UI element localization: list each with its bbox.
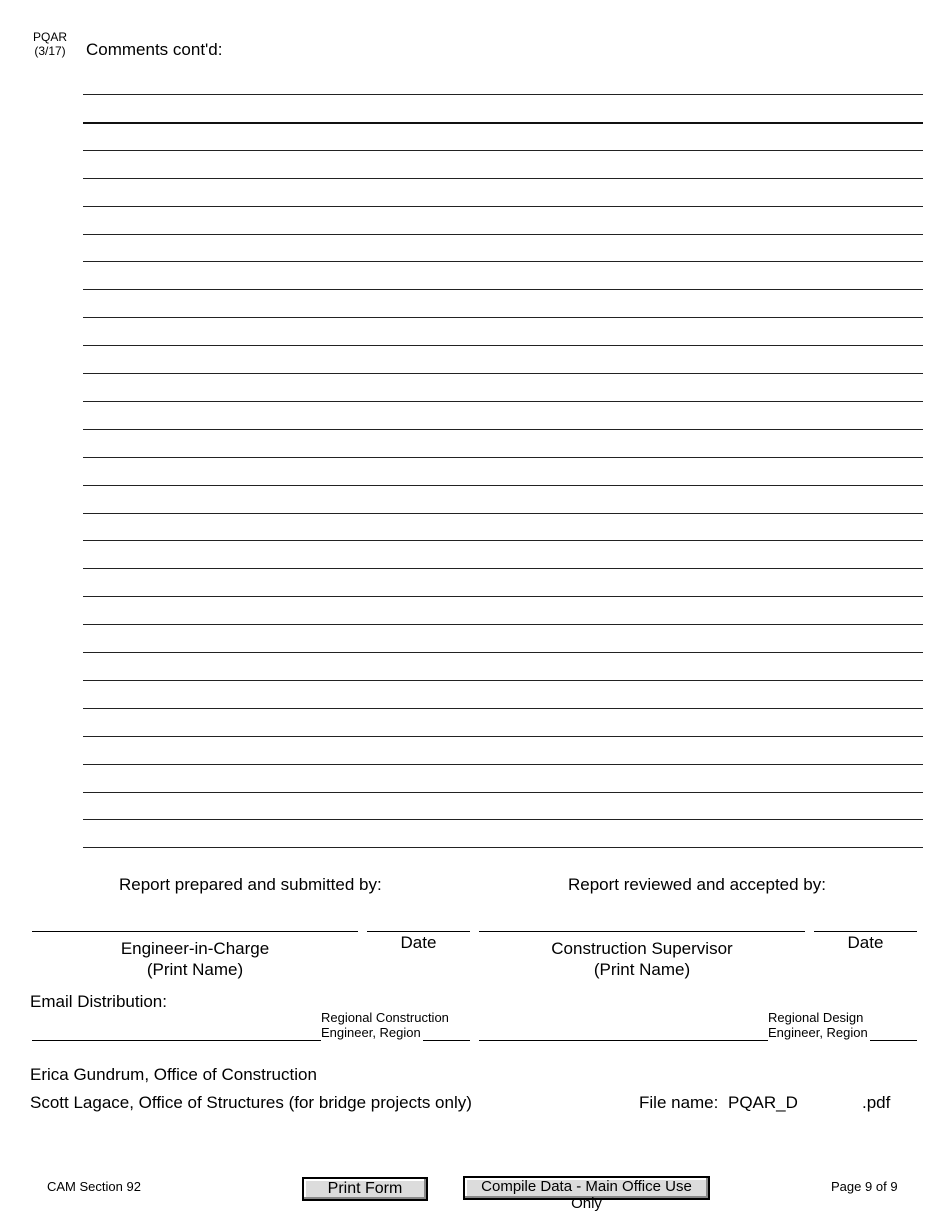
comment-line[interactable] [83,373,923,374]
file-name-suffix: .pdf [862,1093,891,1112]
compile-data-button[interactable]: Compile Data - Main Office Use Only [463,1176,710,1200]
page-number: 9 [865,1179,873,1194]
construction-region-line[interactable] [423,1040,470,1041]
comment-line[interactable] [83,624,923,625]
comment-line[interactable] [83,122,923,124]
cam-section: CAM Section 92 [47,1179,141,1194]
engineer-label [32,938,358,980]
recipient-structures: Scott Lagace, Office of Structures (for bridge projects only) [30,1093,472,1112]
regional-construction-label [321,1010,449,1040]
comment-line[interactable] [83,94,923,95]
engineer-date-label: Date [400,933,437,952]
comment-line[interactable] [83,708,923,709]
design-region-line[interactable] [870,1040,917,1041]
regional-design-line2: Engineer, Region [768,1025,868,1040]
form-revision: (3/17) [34,44,66,58]
regional-construction-line1: Regional Construction [321,1010,449,1025]
file-name-label: File name: [639,1093,719,1112]
engineer-role: Engineer-in-Charge [120,939,270,958]
reviewed-heading: Report reviewed and accepted by: [568,875,826,894]
comment-line[interactable] [83,596,923,597]
page-label: Page [831,1179,862,1194]
comment-line[interactable] [83,401,923,402]
file-name-prefix: PQAR_D [728,1093,798,1112]
comment-line[interactable] [83,234,923,235]
comment-line[interactable] [83,457,923,458]
regional-design-line1: Regional Design [768,1010,864,1025]
comment-line[interactable] [83,792,923,793]
comment-line[interactable] [83,289,923,290]
comment-line[interactable] [83,317,923,318]
email-recipient-line-left[interactable] [32,1040,321,1041]
supervisor-name-line[interactable] [479,931,805,932]
form-id [33,30,67,58]
supervisor-role-sub: (Print Name) [593,960,691,979]
comment-line[interactable] [83,178,923,179]
comments-area[interactable] [83,0,923,1230]
page-total: 9 [890,1179,898,1194]
comment-line[interactable] [83,680,923,681]
email-recipient-line-right[interactable] [479,1040,768,1041]
comment-line[interactable] [83,485,923,486]
comment-line[interactable] [83,345,923,346]
prepared-heading: Report prepared and submitted by: [119,875,382,894]
comment-line[interactable] [83,736,923,737]
email-distribution-label: Email Distribution: [30,992,167,1011]
comment-line[interactable] [83,261,923,262]
engineer-role-sub: (Print Name) [146,960,244,979]
comment-line[interactable] [83,540,923,541]
page-indicator [831,1179,898,1194]
regional-design-label [768,1010,868,1040]
supervisor-date-label: Date [847,933,884,952]
page-of-label: of [875,1179,887,1194]
supervisor-role: Construction Supervisor [551,939,733,958]
comment-line[interactable] [83,206,923,207]
comment-line[interactable] [83,819,923,820]
form-code: PQAR [33,30,68,44]
comment-line[interactable] [83,150,923,151]
engineer-name-line[interactable] [32,931,358,932]
comment-line[interactable] [83,652,923,653]
regional-construction-line2: Engineer, Region [321,1025,421,1040]
supervisor-label [479,938,805,980]
comment-line[interactable] [83,847,923,848]
comment-line[interactable] [83,429,923,430]
comment-line[interactable] [83,568,923,569]
comment-line[interactable] [83,764,923,765]
page-title: Comments cont'd: [86,40,223,59]
recipient-construction: Erica Gundrum, Office of Construction [30,1065,317,1084]
print-form-button[interactable]: Print Form [302,1177,428,1201]
comment-line[interactable] [83,513,923,514]
